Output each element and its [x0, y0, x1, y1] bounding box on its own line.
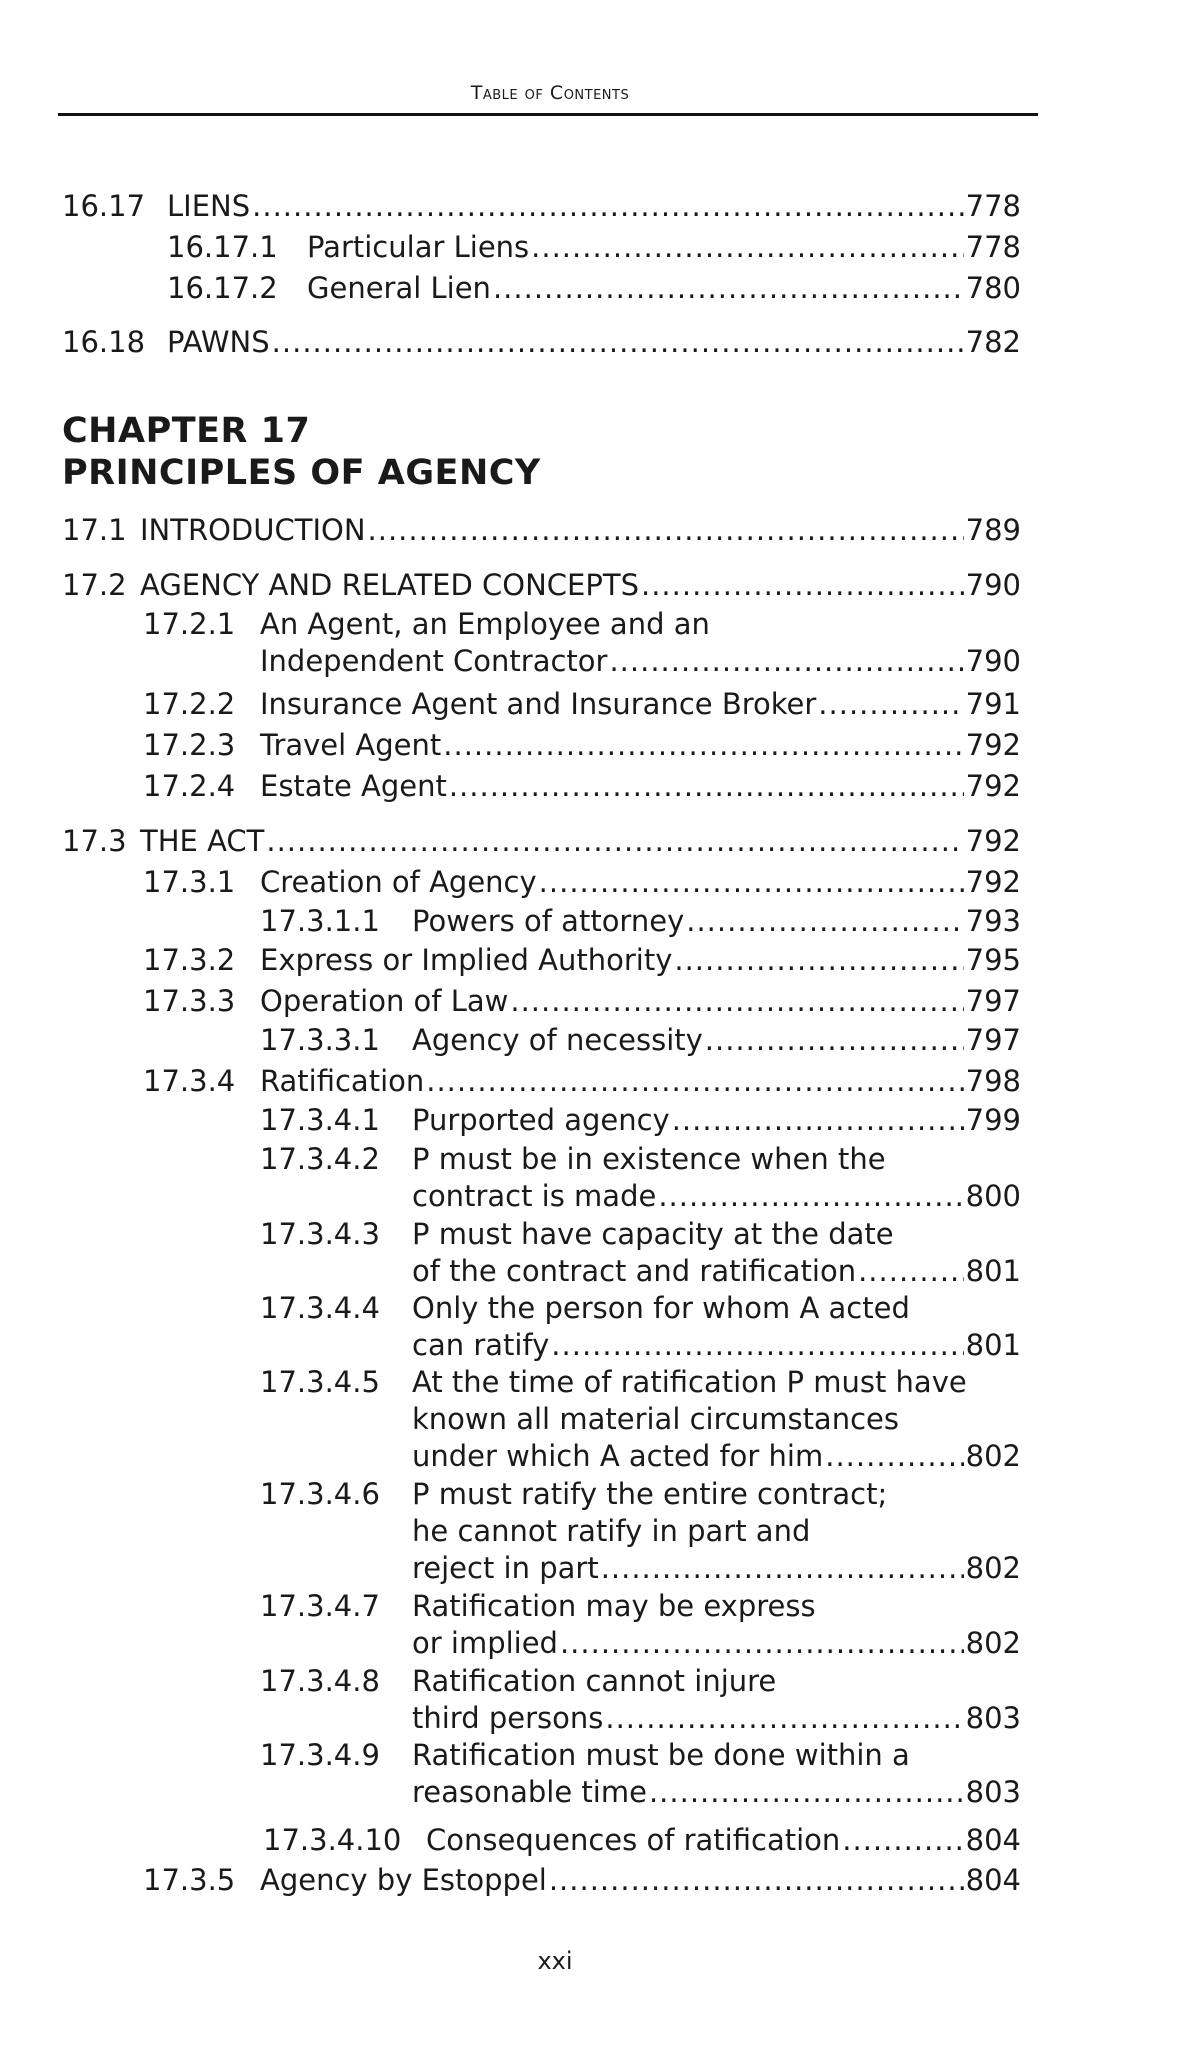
entry-number: 17.3.2 — [143, 943, 236, 977]
entry-number: 17.3.4.3 — [260, 1217, 380, 1251]
chapter-label: CHAPTER 17 — [62, 411, 311, 451]
entry-number: 17.2.1 — [143, 607, 236, 641]
entry-title: PAWNS — [167, 325, 270, 359]
entry-title: Operation of Law — [260, 984, 509, 1018]
entry-number: 16.18 — [62, 325, 146, 359]
entry-number: 17.3.4.6 — [260, 1477, 380, 1511]
entry-title: INTRODUCTION — [140, 513, 366, 547]
entry-title: Insurance Agent and Insurance Broker — [260, 687, 817, 721]
entry-page: 792 — [965, 769, 1021, 803]
entry-page: 803 — [965, 1701, 1021, 1735]
entry-title-line: of the contract and ratification — [412, 1254, 857, 1288]
entry-page: 799 — [965, 1103, 1021, 1137]
dot-leader — [449, 768, 964, 805]
entry-title: General Lien — [307, 271, 491, 305]
entry-page: 801 — [965, 1328, 1021, 1362]
entry-title-line: reject in part — [412, 1551, 599, 1585]
entry-number: 16.17.2 — [167, 271, 278, 305]
entry-page: 780 — [965, 271, 1021, 305]
entry-number: 17.3.4.7 — [260, 1589, 380, 1623]
entry-title-line: Independent Contractor — [260, 644, 608, 678]
entry-page: 802 — [965, 1439, 1021, 1473]
toc-entry — [260, 1737, 1021, 1811]
toc-entry — [260, 1141, 1021, 1215]
running-head: Table of Contents — [470, 82, 630, 104]
entry-number: 17.3.4.8 — [260, 1664, 380, 1698]
entry-title-line: contract is made — [412, 1179, 657, 1213]
entry-number: 17.3.4.9 — [260, 1738, 380, 1772]
entry-title: Express or Implied Authority — [260, 943, 673, 977]
dot-leader — [531, 229, 963, 266]
entry-page: 792 — [965, 824, 1021, 858]
entry-page: 792 — [965, 865, 1021, 899]
toc-entry — [260, 1476, 1021, 1587]
entry-title: Creation of Agency — [260, 865, 537, 899]
entry-title: Agency by Estoppel — [260, 1863, 547, 1897]
toc-entry — [143, 864, 1021, 901]
toc-entry — [260, 1102, 1021, 1139]
entry-number: 17.2 — [62, 568, 127, 602]
toc-entry — [260, 1663, 1021, 1737]
page-folio: xxi — [537, 1947, 573, 1975]
toc-entry — [62, 823, 1021, 860]
entry-page: 778 — [965, 230, 1021, 264]
dot-leader — [672, 1102, 964, 1139]
entry-number: 17.3.4.5 — [260, 1365, 380, 1399]
toc-entry — [143, 1063, 1021, 1100]
entry-title-line: can ratify — [412, 1328, 550, 1362]
entry-title: Consequences of ratification — [426, 1823, 841, 1857]
entry-title-line: known all material circumstances — [412, 1402, 899, 1436]
entry-title-line: Only the person for whom A acted — [412, 1291, 910, 1325]
entry-page: 804 — [965, 1863, 1021, 1897]
chapter-title: PRINCIPLES OF AGENCY — [62, 453, 541, 493]
toc-entry — [260, 1216, 1021, 1290]
toc-entry — [62, 567, 1021, 604]
entry-title: Purported agency — [412, 1103, 670, 1137]
toc-entry — [143, 942, 1021, 979]
entry-page: 778 — [965, 189, 1021, 223]
toc-entry — [143, 983, 1021, 1020]
entry-page: 798 — [965, 1064, 1021, 1098]
entry-title: Travel Agent — [260, 728, 442, 762]
entry-page: 791 — [965, 687, 1021, 721]
entry-number: 17.3.3 — [143, 984, 236, 1018]
toc-entry — [260, 903, 1021, 940]
entry-page: 793 — [965, 904, 1021, 938]
entry-title: THE ACT — [140, 824, 265, 858]
entry-page: 792 — [965, 728, 1021, 762]
dot-leader — [560, 1625, 964, 1662]
dot-leader — [551, 1327, 963, 1364]
toc-entry — [260, 1022, 1021, 1059]
entry-number: 17.3.4 — [143, 1064, 236, 1098]
dot-leader — [705, 1022, 964, 1059]
entry-number: 17.3.4.2 — [260, 1142, 380, 1176]
entry-number: 17.2.2 — [143, 687, 236, 721]
entry-title-line: under which A acted for him — [412, 1439, 824, 1473]
entry-number: 16.17.1 — [167, 230, 278, 264]
entry-page: 802 — [965, 1551, 1021, 1585]
dot-leader — [539, 864, 964, 901]
dot-leader — [368, 512, 964, 549]
dot-leader — [858, 1253, 964, 1290]
entry-title-line: Ratification cannot injure — [412, 1664, 777, 1698]
toc-entry — [143, 606, 1021, 680]
entry-title-line: P must have capacity at the date — [412, 1217, 894, 1251]
toc-entry — [62, 324, 1021, 361]
entry-page: 795 — [965, 943, 1021, 977]
entry-page: 789 — [965, 513, 1021, 547]
entry-page: 804 — [965, 1823, 1021, 1857]
entry-page: 802 — [965, 1626, 1021, 1660]
toc-entry — [143, 686, 1021, 723]
entry-page: 801 — [965, 1254, 1021, 1288]
dot-leader — [825, 1438, 963, 1475]
dot-leader — [641, 567, 964, 604]
dot-leader — [493, 270, 964, 307]
entry-number: 16.17 — [62, 189, 146, 223]
dot-leader — [674, 942, 963, 979]
entry-number: 17.3.4.4 — [260, 1291, 380, 1325]
entry-title-line: An Agent, an Employee and an — [260, 607, 710, 641]
entry-title-line: or implied — [412, 1626, 558, 1660]
dot-leader — [272, 324, 964, 361]
dot-leader — [549, 1862, 964, 1899]
dot-leader — [510, 983, 963, 1020]
entry-title: Estate Agent — [260, 769, 447, 803]
entry-number: 17.3 — [62, 824, 127, 858]
entry-title: LIENS — [167, 189, 251, 223]
entry-page: 797 — [965, 1023, 1021, 1057]
entry-title: Ratification — [260, 1064, 425, 1098]
toc-entry — [62, 188, 1021, 225]
entry-title-line: P must be in existence when the — [412, 1142, 886, 1176]
dot-leader — [605, 1700, 963, 1737]
toc-entry — [62, 512, 1021, 549]
entry-page: 790 — [965, 568, 1021, 602]
entry-title-line: At the time of ratification P must have — [412, 1365, 967, 1399]
header-rule — [58, 113, 1038, 116]
dot-leader — [252, 188, 964, 225]
dot-leader — [649, 1774, 964, 1811]
entry-number: 17.3.4.1 — [260, 1103, 380, 1137]
dot-leader — [601, 1550, 964, 1587]
dot-leader — [443, 727, 963, 764]
toc-entry — [167, 270, 1021, 307]
entry-page: 797 — [965, 984, 1021, 1018]
toc-entry — [143, 1862, 1021, 1899]
entry-title-line: reasonable time — [412, 1775, 647, 1809]
entry-page: 782 — [965, 325, 1021, 359]
entry-title-line: third persons — [412, 1701, 604, 1735]
dot-leader — [686, 903, 963, 940]
dot-leader — [609, 643, 963, 680]
entry-number: 17.2.4 — [143, 769, 236, 803]
entry-title: Particular Liens — [307, 230, 530, 264]
entry-title-line: Ratification may be express — [412, 1589, 816, 1623]
entry-number: 17.3.3.1 — [260, 1023, 380, 1057]
toc-entry — [263, 1822, 1021, 1859]
toc-entry — [143, 727, 1021, 764]
dot-leader — [658, 1178, 963, 1215]
entry-page: 790 — [965, 644, 1021, 678]
entry-title-line: he cannot ratify in part and — [412, 1514, 811, 1548]
dot-leader — [426, 1063, 963, 1100]
entry-number: 17.3.1 — [143, 865, 236, 899]
toc-entry — [143, 768, 1021, 805]
entry-title: Agency of necessity — [412, 1023, 703, 1057]
entry-number: 17.3.1.1 — [260, 904, 380, 938]
entry-title: AGENCY AND RELATED CONCEPTS — [140, 568, 639, 602]
entry-title: Powers of attorney — [412, 904, 685, 938]
toc-entry — [260, 1364, 1021, 1475]
toc-entry — [260, 1290, 1021, 1364]
entry-title-line: Ratification must be done within a — [412, 1738, 910, 1772]
toc-entry — [260, 1588, 1021, 1662]
entry-page: 800 — [965, 1179, 1021, 1213]
entry-number: 17.3.4.10 — [263, 1823, 402, 1857]
dot-leader — [818, 686, 963, 723]
toc-entry — [167, 229, 1021, 266]
dot-leader — [266, 823, 963, 860]
entry-number: 17.3.5 — [143, 1863, 236, 1897]
entry-number: 17.2.3 — [143, 728, 236, 762]
entry-title-line: P must ratify the entire contract; — [412, 1477, 888, 1511]
entry-number: 17.1 — [62, 513, 127, 547]
dot-leader — [842, 1822, 963, 1859]
entry-page: 803 — [965, 1775, 1021, 1809]
